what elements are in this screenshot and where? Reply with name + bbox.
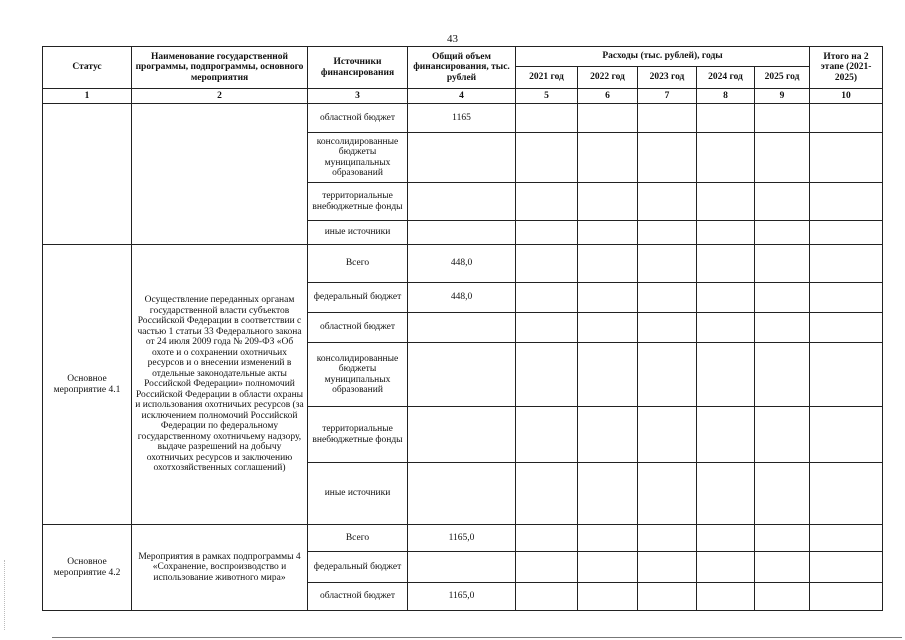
total-cell: 1165 bbox=[408, 104, 516, 133]
total-cell bbox=[408, 552, 516, 583]
header-year-2021: 2021 год bbox=[516, 67, 578, 89]
source-cell: федеральный бюджет bbox=[308, 552, 408, 583]
column-number: 8 bbox=[697, 89, 755, 104]
header-expenses: Расходы (тыс. рублей), годы bbox=[516, 47, 810, 67]
source-cell: областной бюджет bbox=[308, 313, 408, 343]
source-cell: консолидированные бюджеты муниципальных образований bbox=[308, 343, 408, 407]
total-cell bbox=[408, 221, 516, 245]
header-total-volume: Общий объем финансирования, тыс. рублей bbox=[408, 47, 516, 89]
column-number: 9 bbox=[755, 89, 810, 104]
measure-4-1-name: Осуществление переданных органам государственной власти субъектов Российской Федерации в соответствии с частью 1 статьи 33 Федерального закона от 24 июля 2009 года № 209-ФЗ «Об охоте и о сохранении охотничьих ресурсов и о внесении изменений в отдельные законодательные акты Российской Федерации» полномочий Российской Федерации в области охраны и использования охотничьих ресурсов (за исключением полномочий Российской Федерации по федеральному государственному охотничьему надзору, выдаче разрешений на добычу охотничьих ресурсов и заключению охотхозяйственных соглашений) bbox=[132, 245, 308, 525]
column-number: 3 bbox=[308, 89, 408, 104]
source-cell: Всего bbox=[308, 525, 408, 552]
column-number: 10 bbox=[810, 89, 883, 104]
total-cell bbox=[408, 343, 516, 407]
header-stage-total: Итого на 2 этапе (2021-2025) bbox=[810, 47, 883, 89]
column-number: 4 bbox=[408, 89, 516, 104]
total-cell: 1165,0 bbox=[408, 583, 516, 611]
source-cell: территориальные внебюджетные фонды bbox=[308, 183, 408, 221]
column-number: 5 bbox=[516, 89, 578, 104]
source-cell: федеральный бюджет bbox=[308, 283, 408, 313]
total-cell bbox=[408, 133, 516, 183]
source-cell: областной бюджет bbox=[308, 104, 408, 133]
source-cell: территориальные внебюджетные фонды bbox=[308, 407, 408, 463]
header-status: Статус bbox=[43, 47, 132, 89]
column-number: 6 bbox=[578, 89, 638, 104]
measure-4-2-status: Основное мероприятие 4.2 bbox=[43, 525, 132, 611]
header-name: Наименование государственной программы, подпрограммы, основного мероприятия bbox=[132, 47, 308, 89]
source-cell: иные источники bbox=[308, 221, 408, 245]
total-cell: 448,0 bbox=[408, 245, 516, 283]
measure-4-1-status: Основное мероприятие 4.1 bbox=[43, 245, 132, 525]
page-number: 43 bbox=[447, 33, 458, 45]
table-row bbox=[43, 104, 883, 133]
table-row bbox=[43, 245, 883, 283]
total-cell bbox=[408, 313, 516, 343]
budget-table bbox=[42, 46, 883, 611]
column-number: 2 bbox=[132, 89, 308, 104]
header-year-2023: 2023 год bbox=[638, 67, 697, 89]
column-number: 7 bbox=[638, 89, 697, 104]
total-cell bbox=[408, 407, 516, 463]
header-year-2024: 2024 год bbox=[697, 67, 755, 89]
source-cell: областной бюджет bbox=[308, 583, 408, 611]
source-cell: консолидированные бюджеты муниципальных образований bbox=[308, 133, 408, 183]
scan-bottom-edge bbox=[52, 637, 902, 638]
total-cell: 448,0 bbox=[408, 283, 516, 313]
header-sources: Источники финансирования bbox=[308, 47, 408, 89]
table-row bbox=[43, 525, 883, 552]
source-cell: иные источники bbox=[308, 463, 408, 525]
scan-margin-marks bbox=[4, 560, 6, 630]
total-cell bbox=[408, 463, 516, 525]
total-cell: 1165,0 bbox=[408, 525, 516, 552]
column-number: 1 bbox=[43, 89, 132, 104]
name-cell-empty bbox=[132, 104, 308, 245]
header-year-2022: 2022 год bbox=[578, 67, 638, 89]
status-cell-empty bbox=[43, 104, 132, 245]
total-cell bbox=[408, 183, 516, 221]
source-cell: Всего bbox=[308, 245, 408, 283]
header-year-2025: 2025 год bbox=[755, 67, 810, 89]
measure-4-2-name: Мероприятия в рамках подпрограммы 4 «Сохранение, воспроизводство и использование животного мира» bbox=[132, 525, 308, 611]
